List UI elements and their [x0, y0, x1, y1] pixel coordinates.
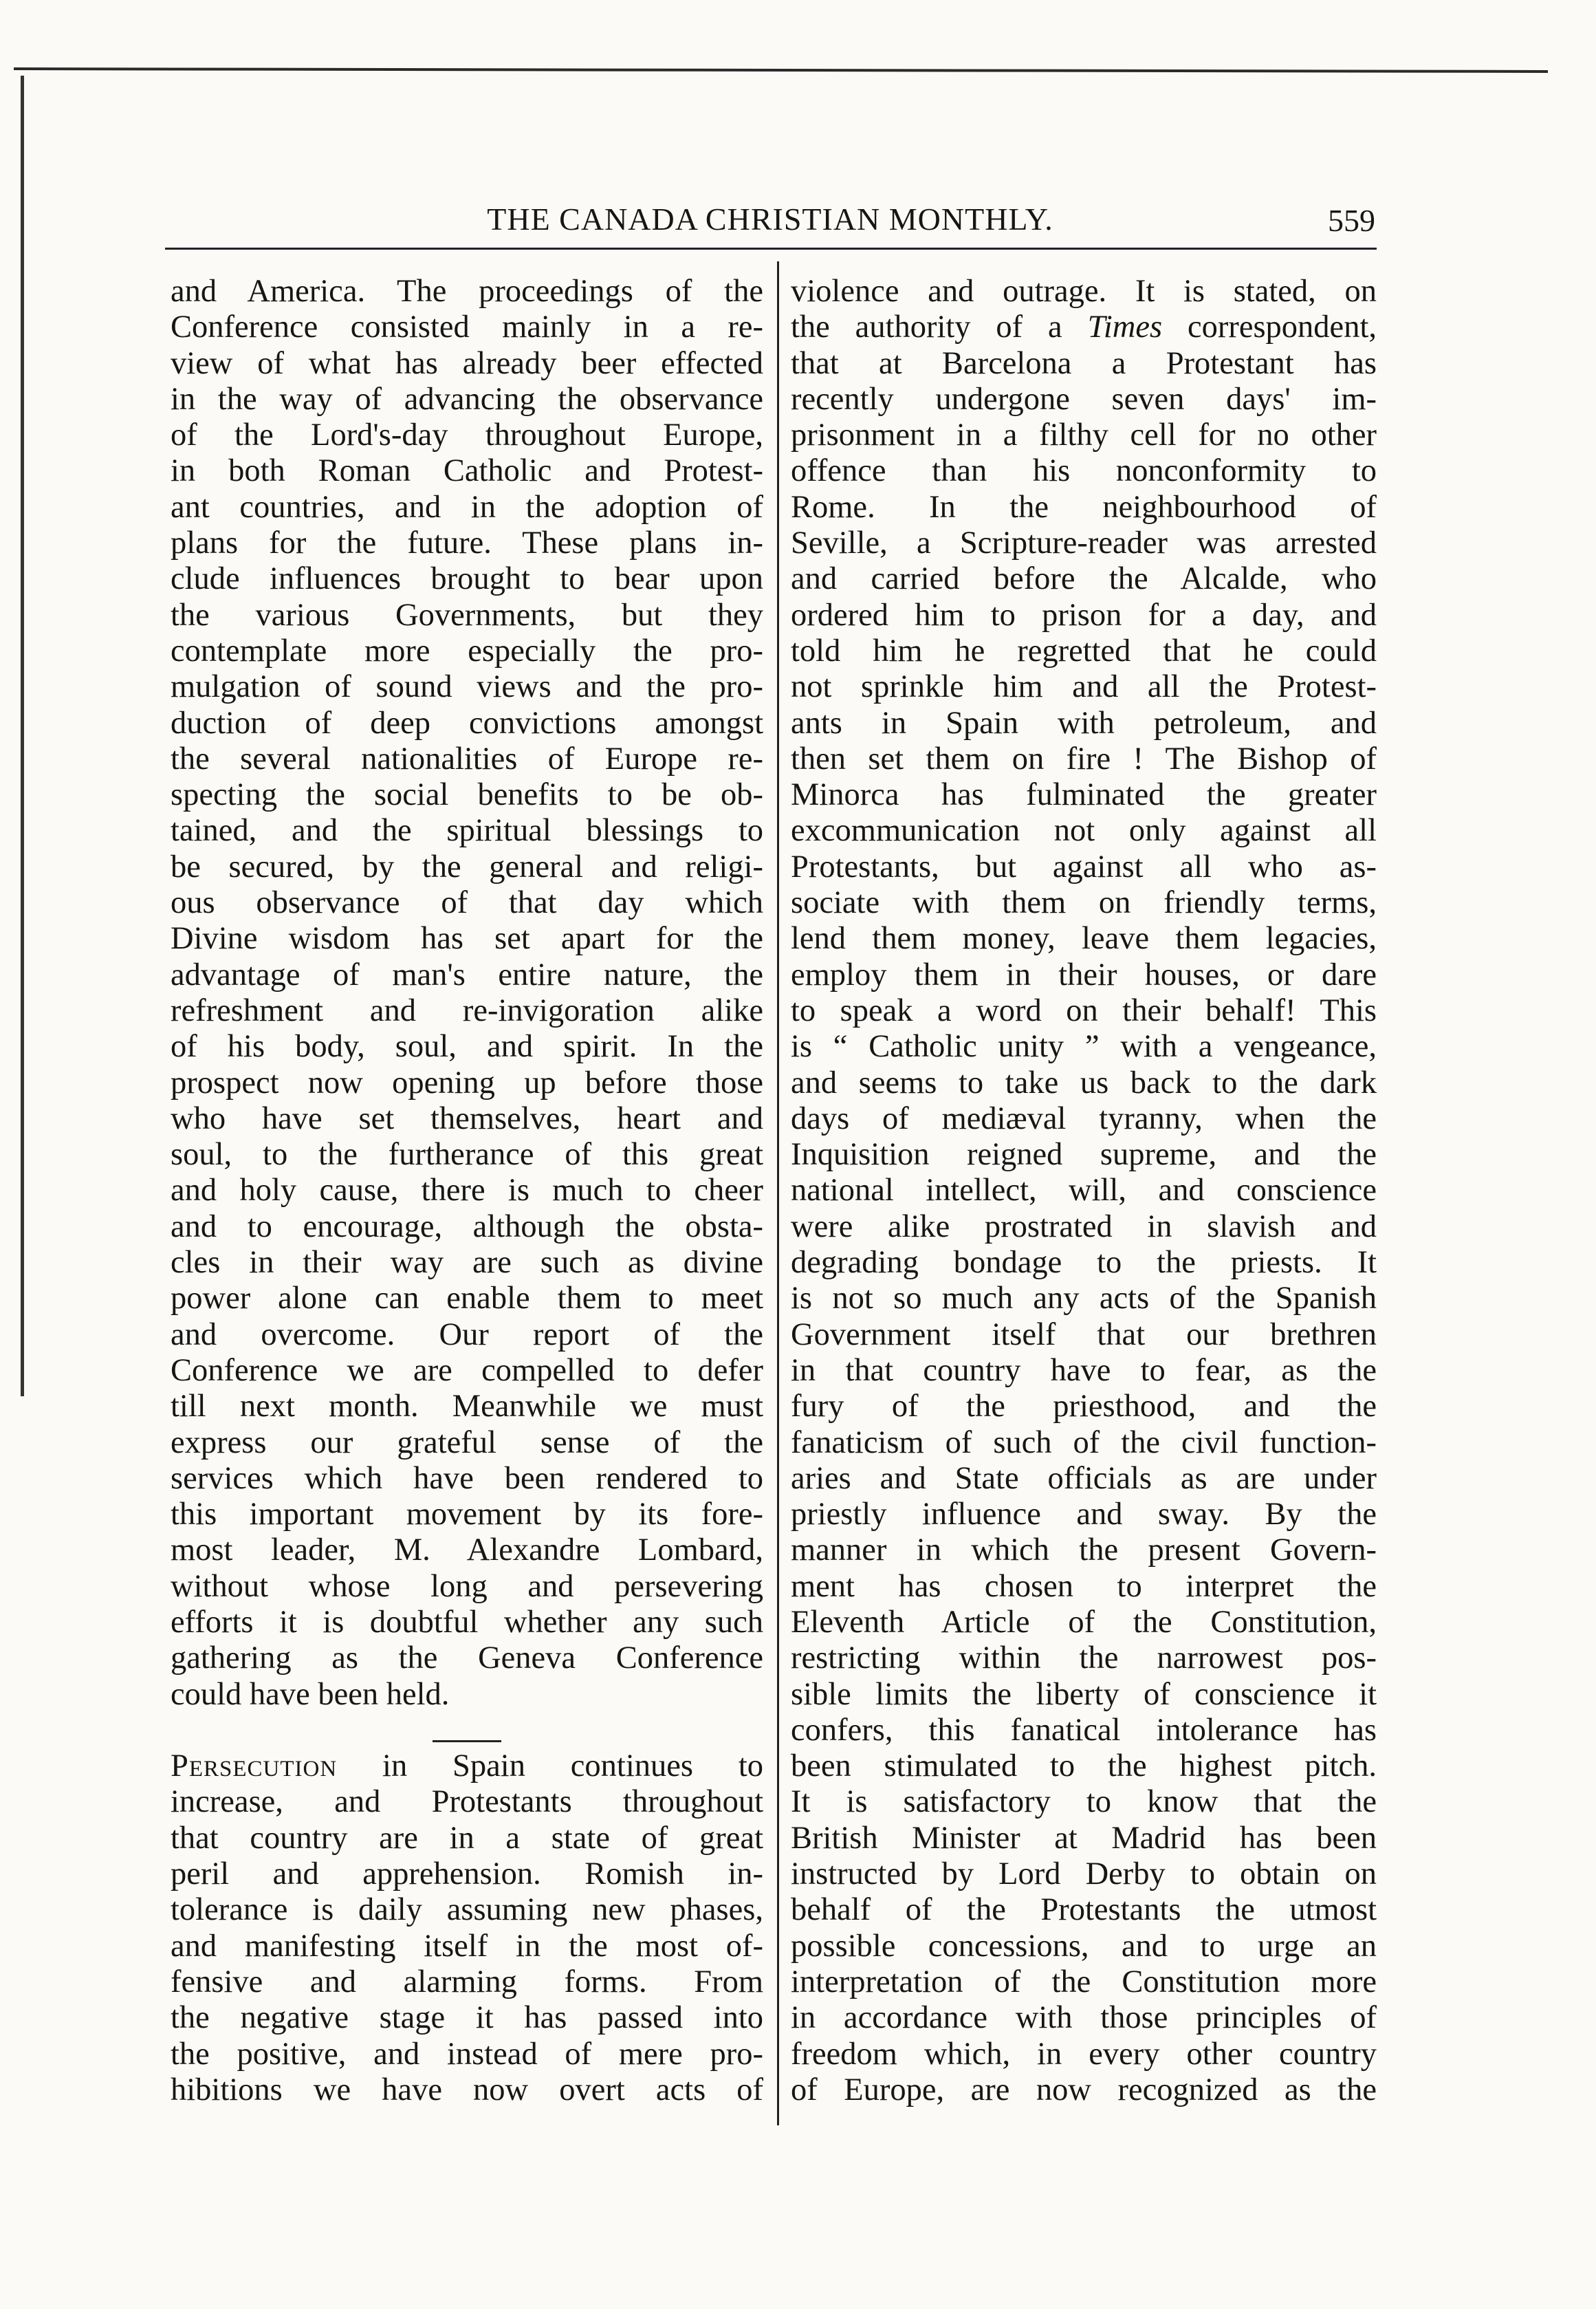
section-separator — [171, 1713, 763, 1748]
text-line: ment has chosen to interpret the — [791, 1568, 1377, 1604]
top-rule — [14, 67, 1548, 73]
text-line: Seville, a Scripture-reader was arrested — [791, 525, 1377, 561]
text-segment: correspondent, — [1162, 310, 1377, 345]
text-line: fanaticism of such of the civil function- — [791, 1424, 1377, 1460]
text-line: Conference consisted mainly in a re- — [171, 310, 763, 345]
left-column — [171, 274, 763, 2108]
text-line: tained, and the spiritual blessings to — [171, 813, 763, 849]
text-line: prospect now opening up before those — [171, 1065, 763, 1101]
text-line: refreshment and re-invigoration alike — [171, 993, 763, 1028]
text-line: in that country have to fear, as the — [791, 1352, 1377, 1388]
text-line: and manifesting itself in the most of- — [171, 1928, 763, 1964]
text-line: violence and outrage. It is stated, on — [791, 274, 1377, 309]
text-line: plans for the future. These plans in- — [171, 525, 763, 561]
text-line: that at Barcelona a Protestant has — [791, 345, 1377, 381]
text-line: not sprinkle him and all the Protest- — [791, 669, 1377, 705]
paragraph-persecution — [171, 1784, 763, 2108]
text-line: increase, and Protestants throughout — [171, 1784, 763, 1820]
text-line: interpretation of the Constitution more — [791, 1964, 1377, 1999]
page-header — [165, 198, 1375, 242]
text-line: the positive, and instead of mere pro- — [171, 2036, 763, 2072]
text-line: ous observance of that day which — [171, 885, 763, 921]
text-line: of his body, soul, and spirit. In the — [171, 1029, 763, 1065]
text-line: soul, to the furtherance of this great — [171, 1137, 763, 1173]
text-line: gathering as the Geneva Conference — [171, 1640, 763, 1676]
text-line: ants in Spain with petroleum, and — [791, 705, 1377, 741]
text-line: power alone can enable them to meet — [171, 1281, 763, 1316]
right-column — [791, 274, 1377, 2108]
text-line: days of mediæval tyranny, when the — [791, 1101, 1377, 1136]
header-rule — [165, 248, 1377, 250]
text-line: behalf of the Protestants the utmost — [791, 1892, 1377, 1928]
text-line: fensive and alarming forms. From — [171, 1964, 763, 1999]
times-italic: Times — [1087, 310, 1163, 345]
paragraph-spain-continued — [791, 346, 1377, 2109]
text-line: fury of the priesthood, and the — [791, 1389, 1377, 1424]
text-line: recently undergone seven days' im- — [791, 381, 1377, 417]
text-line: tolerance is daily assuming new phases, — [171, 1892, 763, 1928]
text-line: Government itself that our brethren — [791, 1316, 1377, 1352]
text-line: cles in their way are such as divine — [171, 1245, 763, 1281]
text-line: possible concessions, and to urge an — [791, 1928, 1377, 1964]
text-line: of Europe, are now recognized as the — [791, 2072, 1377, 2107]
text-line: in both Roman Catholic and Protest- — [171, 453, 763, 489]
text-line: view of what has already beer effected — [171, 345, 763, 381]
page-number: 559 — [1328, 203, 1375, 238]
text-line: Eleventh Article of the Constitution, — [791, 1604, 1377, 1640]
text-line: of the Lord's-day throughout Europe, — [171, 418, 763, 453]
text-line: Inquisition reigned supreme, and the — [791, 1137, 1377, 1173]
text-line: degrading bondage to the priests. It — [791, 1245, 1377, 1281]
text-line: national intellect, will, and conscience — [791, 1173, 1377, 1208]
text-line: sible limits the liberty of conscience it — [791, 1676, 1377, 1712]
text-line: in accordance with those principles of — [791, 2000, 1377, 2036]
text-line: ordered him to prison for a day, and — [791, 597, 1377, 633]
text-line: offence than his nonconformity to — [791, 453, 1377, 489]
text-line: It is satisfactory to know that the — [791, 1784, 1377, 1820]
column-divider — [777, 261, 779, 2125]
text-line: Protestants, but against all who as- — [791, 849, 1377, 885]
text-line: the various Governments, but they — [171, 597, 763, 633]
text-line: and overcome. Our report of the — [171, 1316, 763, 1352]
text-line: restricting within the narrowest pos- — [791, 1640, 1377, 1676]
text-line: Minorca has fulminated the greater — [791, 777, 1377, 813]
text-line: mulgation of sound views and the pro- — [171, 669, 763, 705]
text-line: till next month. Meanwhile we must — [171, 1389, 763, 1424]
text-line: and seems to take us back to the dark — [791, 1065, 1377, 1101]
text-line: clude influences brought to bear upon — [171, 561, 763, 597]
text-line: efforts it is doubtful whether any such — [171, 1604, 763, 1640]
text-line: aries and State officials as are under — [791, 1460, 1377, 1496]
text-line: specting the social benefits to be ob- — [171, 777, 763, 813]
text-line: excommunication not only against all — [791, 813, 1377, 849]
text-line: and carried before the Alcalde, who — [791, 561, 1377, 597]
text-line-rest: in Spain continues to — [337, 1748, 763, 1784]
binding-line — [21, 76, 24, 1396]
text-line: the several nationalities of Europe re- — [171, 741, 763, 777]
text-line: been stimulated to the highest pitch. — [791, 1748, 1377, 1784]
text-line: then set them on fire ! The Bishop of — [791, 741, 1377, 777]
text-line: in the way of advancing the observance — [171, 381, 763, 417]
text-line: ant countries, and in the adoption of — [171, 489, 763, 525]
text-line: be secured, by the general and religi- — [171, 849, 763, 885]
text-line: priestly influence and sway. By the — [791, 1497, 1377, 1532]
text-segment: the authority of a — [791, 310, 1088, 345]
text-line: could have been held. — [171, 1676, 450, 1712]
text-line: and America. The proceedings of the — [171, 274, 763, 309]
text-line: is not so much any acts of the Spanish — [791, 1281, 1377, 1316]
text-line: advantage of man's entire nature, the — [171, 957, 763, 993]
text-line: and to encourage, although the obsta- — [171, 1208, 763, 1244]
text-line: without whose long and persevering — [171, 1568, 763, 1604]
text-line — [171, 1748, 763, 1784]
text-line: sociate with them on friendly terms, — [791, 885, 1377, 921]
text-line: the negative stage it has passed into — [171, 2000, 763, 2036]
text-line: prisonment in a filthy cell for no other — [791, 418, 1377, 453]
text-line: Conference we are compelled to defer — [171, 1352, 763, 1388]
text-line: that country are in a state of great — [171, 1820, 763, 1856]
text-line: were alike prostrated in slavish and — [791, 1208, 1377, 1244]
text-line: instructed by Lord Derby to obtain on — [791, 1856, 1377, 1892]
text-line: most leader, M. Alexandre Lombard, — [171, 1532, 763, 1568]
text-line: lend them money, leave them legacies, — [791, 921, 1377, 957]
text-line: employ them in their houses, or dare — [791, 957, 1377, 993]
persecution-lead-word: Persecution — [171, 1748, 338, 1784]
text-line: services which have been rendered to — [171, 1460, 763, 1496]
text-line: this important movement by its fore- — [171, 1497, 763, 1532]
text-line: peril and apprehension. Romish in- — [171, 1856, 763, 1892]
text-line: Rome. In the neighbourhood of — [791, 489, 1377, 525]
text-line — [791, 310, 1377, 345]
text-line: and holy cause, there is much to cheer — [171, 1173, 763, 1208]
text-line: manner in which the present Govern- — [791, 1532, 1377, 1568]
text-line: to speak a word on their behalf! This — [791, 993, 1377, 1028]
text-line: who have set themselves, heart and — [171, 1101, 763, 1136]
text-line: is “ Catholic unity ” with a vengeance, — [791, 1029, 1377, 1065]
text-line: hibitions we have now overt acts of — [171, 2072, 763, 2107]
text-line: contemplate more especially the pro- — [171, 633, 763, 669]
text-line: freedom which, in every other country — [791, 2036, 1377, 2072]
text-line: British Minister at Madrid has been — [791, 1820, 1377, 1856]
running-title: THE CANADA CHRISTIAN MONTHLY. — [487, 202, 1053, 237]
paragraph-lords-day — [171, 274, 763, 1713]
text-line: express our grateful sense of the — [171, 1424, 763, 1460]
text-line: Divine wisdom has set apart for the — [171, 921, 763, 957]
text-line: duction of deep convictions amongst — [171, 705, 763, 741]
text-line: told him he regretted that he could — [791, 633, 1377, 669]
text-line: confers, this fanatical intolerance has — [791, 1712, 1377, 1748]
